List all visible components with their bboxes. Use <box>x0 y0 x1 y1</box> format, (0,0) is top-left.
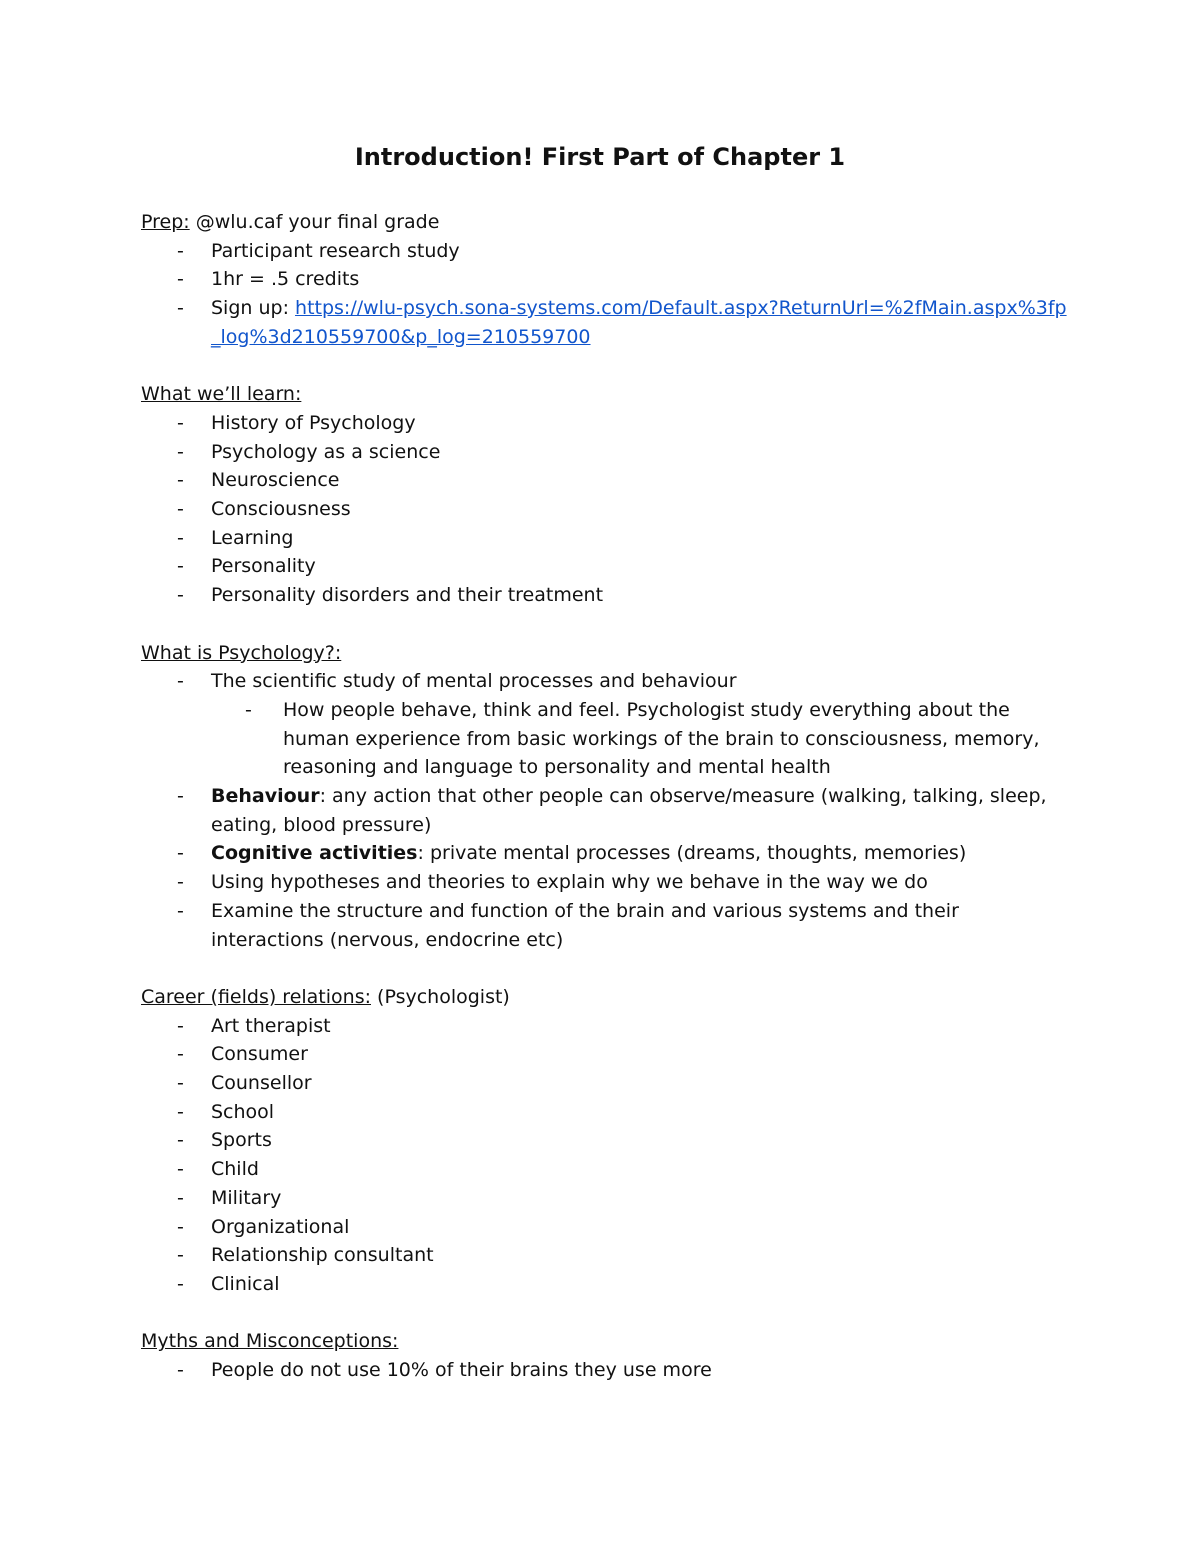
list-item: - Art therapist <box>141 1012 1071 1041</box>
career-note: (Psychologist) <box>371 985 510 1008</box>
what-is-heading-line <box>141 639 1071 668</box>
what-is-section <box>141 639 1071 955</box>
career-section <box>141 983 1071 1299</box>
learn-heading: What we’ll learn: <box>141 383 302 406</box>
list-item: - Participant research study <box>141 237 1071 266</box>
list-item: - Psychology as a science <box>141 438 1071 467</box>
list-item-behaviour <box>141 782 1071 839</box>
list-item: - Organizational <box>141 1213 1071 1242</box>
spacer <box>141 610 1071 639</box>
prep-heading: Prep: <box>141 211 190 233</box>
career-heading: Career (fields) relations: <box>141 985 371 1008</box>
list-item-definition <box>141 667 1071 782</box>
list-item: - Using hypotheses and theories to explain why we behave in the way we do <box>141 868 1071 897</box>
spacer <box>141 352 1071 381</box>
spacer <box>141 1299 1071 1328</box>
myths-heading-line <box>141 1327 1071 1356</box>
list-item: - 1hr = .5 credits <box>141 265 1071 294</box>
list-item: - Counsellor <box>141 1069 1071 1098</box>
prep-list <box>141 237 1071 352</box>
list-item: - Military <box>141 1184 1071 1213</box>
list-item: - Neuroscience <box>141 466 1071 495</box>
learn-section <box>141 380 1071 610</box>
list-item: - Personality <box>141 552 1071 581</box>
list-item: - School <box>141 1098 1071 1127</box>
signup-label: Sign up: <box>211 297 296 320</box>
definition-sublist <box>211 696 1071 782</box>
list-item: - Sports <box>141 1126 1071 1155</box>
list-item: - Consciousness <box>141 495 1071 524</box>
list-item: - Learning <box>141 524 1071 553</box>
list-item: - Consumer <box>141 1040 1071 1069</box>
sub-list-item: - How people behave, think and feel. Psychologist study everything about the human experience from basic workings of the brain to consciousness, memory, reasoning and language to personality and mental health <box>211 696 1071 782</box>
list-item: - History of Psychology <box>141 409 1071 438</box>
what-is-heading: What is Psychology?: <box>141 641 342 664</box>
myths-heading: Myths and Misconceptions: <box>141 1330 399 1353</box>
what-is-list <box>141 667 1071 954</box>
document-body <box>141 208 1071 1385</box>
list-item-cognitive <box>141 839 1071 868</box>
behaviour-text: : any action that other people can observe/measure (walking, talking, sleep, eating, blood pressure) <box>211 785 1047 836</box>
myths-list <box>141 1356 1071 1385</box>
prep-text: @wlu.caf your final grade <box>189 211 440 233</box>
list-item: - Child <box>141 1155 1071 1184</box>
myths-section <box>141 1327 1071 1384</box>
learn-heading-line <box>141 380 1071 409</box>
definition-text: The scientific study of mental processes and behaviour <box>211 670 737 693</box>
prep-heading-line <box>141 208 1071 237</box>
cognitive-term: Cognitive activities <box>211 842 418 865</box>
career-heading-line <box>141 983 1071 1012</box>
behaviour-term: Behaviour <box>211 785 320 808</box>
career-list <box>141 1012 1071 1299</box>
list-item: - People do not use 10% of their brains they use more <box>141 1356 1071 1385</box>
spacer <box>141 954 1071 983</box>
cognitive-text: : private mental processes (dreams, thoughts, memories) <box>417 842 967 865</box>
prep-section <box>141 208 1071 352</box>
page-title: Introduction! First Part of Chapter 1 <box>354 143 846 171</box>
list-item: - Examine the structure and function of the brain and various systems and their interactions (nervous, endocrine etc) <box>141 897 1071 954</box>
list-item: - Personality disorders and their treatment <box>141 581 1071 610</box>
signup-link[interactable]: https://wlu-psych.sona-systems.com/Default.aspx?ReturnUrl=%2fMain.aspx%3fp_log%3d210559700&p_log=210559700 <box>211 297 1067 348</box>
learn-list <box>141 409 1071 610</box>
list-item: - Relationship consultant <box>141 1241 1071 1270</box>
list-item: - Clinical <box>141 1270 1071 1299</box>
list-item-signup <box>141 294 1071 351</box>
